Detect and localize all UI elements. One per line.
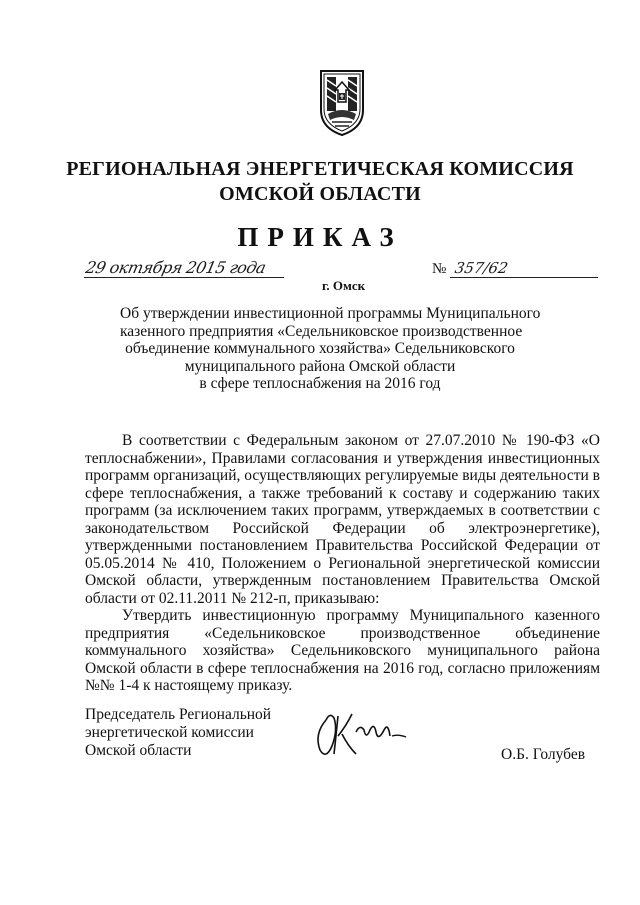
order-body: [85, 432, 600, 695]
signer-position-line: Омской области: [85, 742, 192, 759]
date-underline: [84, 277, 284, 278]
handwritten-date: 29 октября 2015 года: [83, 258, 268, 277]
signer-position-line: Председатель Региональной: [85, 706, 272, 723]
signer-position: [85, 706, 271, 760]
number-underline: [450, 277, 598, 278]
city-label: г. Омск: [322, 278, 366, 293]
handwritten-signature: [312, 706, 412, 762]
subject-line: муниципального района Омской области: [184, 357, 456, 375]
subject-line: в сфере теплоснабжения на 2016 год: [199, 375, 441, 392]
organization-name-line2: ОМСКОЙ ОБЛАСТИ: [219, 183, 421, 205]
body-paragraph-legal-basis: В соответствии с Федеральным законом от 27.07.2010 № 190-ФЗ «О теплоснабжении», Правилами согласования и утверждения инвестиционных программ организаций, осуществляющих регулируемые виды деятельности в сфере теплоснабжения, а также требований к составу и содержанию таких программ (за исключением таких программ, утверждаемых в соответствии с законодательством Российской Федерации об электроэнергетике), утвержденными постановлением Правительства Российской Федерации от 05.05.2014 № 410, Положением о Региональной энергетической комиссии Омской области, утвержденным постановлением Правительства Омской области от 02.11.2011 № 212-п, приказываю:: [85, 432, 600, 607]
subject-line: казенного предприятия «Седельниковское производственное: [120, 322, 523, 340]
omsk-coat-of-arms-emblem: [318, 68, 366, 138]
signer-name: О.Б. Голубев: [501, 746, 586, 763]
number-label: №: [432, 261, 447, 277]
subject-line: Об утверждении инвестиционной программы Муниципального: [120, 305, 541, 322]
subject-line: объединение коммунального хозяйства» Седельниковского: [125, 340, 515, 357]
body-paragraph-resolution: Утвердить инвестиционную программу Муниципального казенного предприятия «Седельниковское производственное объединение коммунального хозяйства» Седельниковского муниципального района Омской области в сфере теплоснабжения на 2016 год, согласно приложениям №№ 1-4 к настоящему приказу.: [85, 607, 600, 694]
organization-name-line1: РЕГИОНАЛЬНАЯ ЭНЕРГЕТИЧЕСКАЯ КОМИССИЯ: [66, 158, 574, 180]
document-title: ПРИКАЗ: [237, 222, 403, 252]
signer-position-line: энергетической комиссии: [85, 724, 254, 741]
order-subject: [120, 305, 541, 393]
handwritten-order-number: 357/62: [453, 259, 510, 277]
